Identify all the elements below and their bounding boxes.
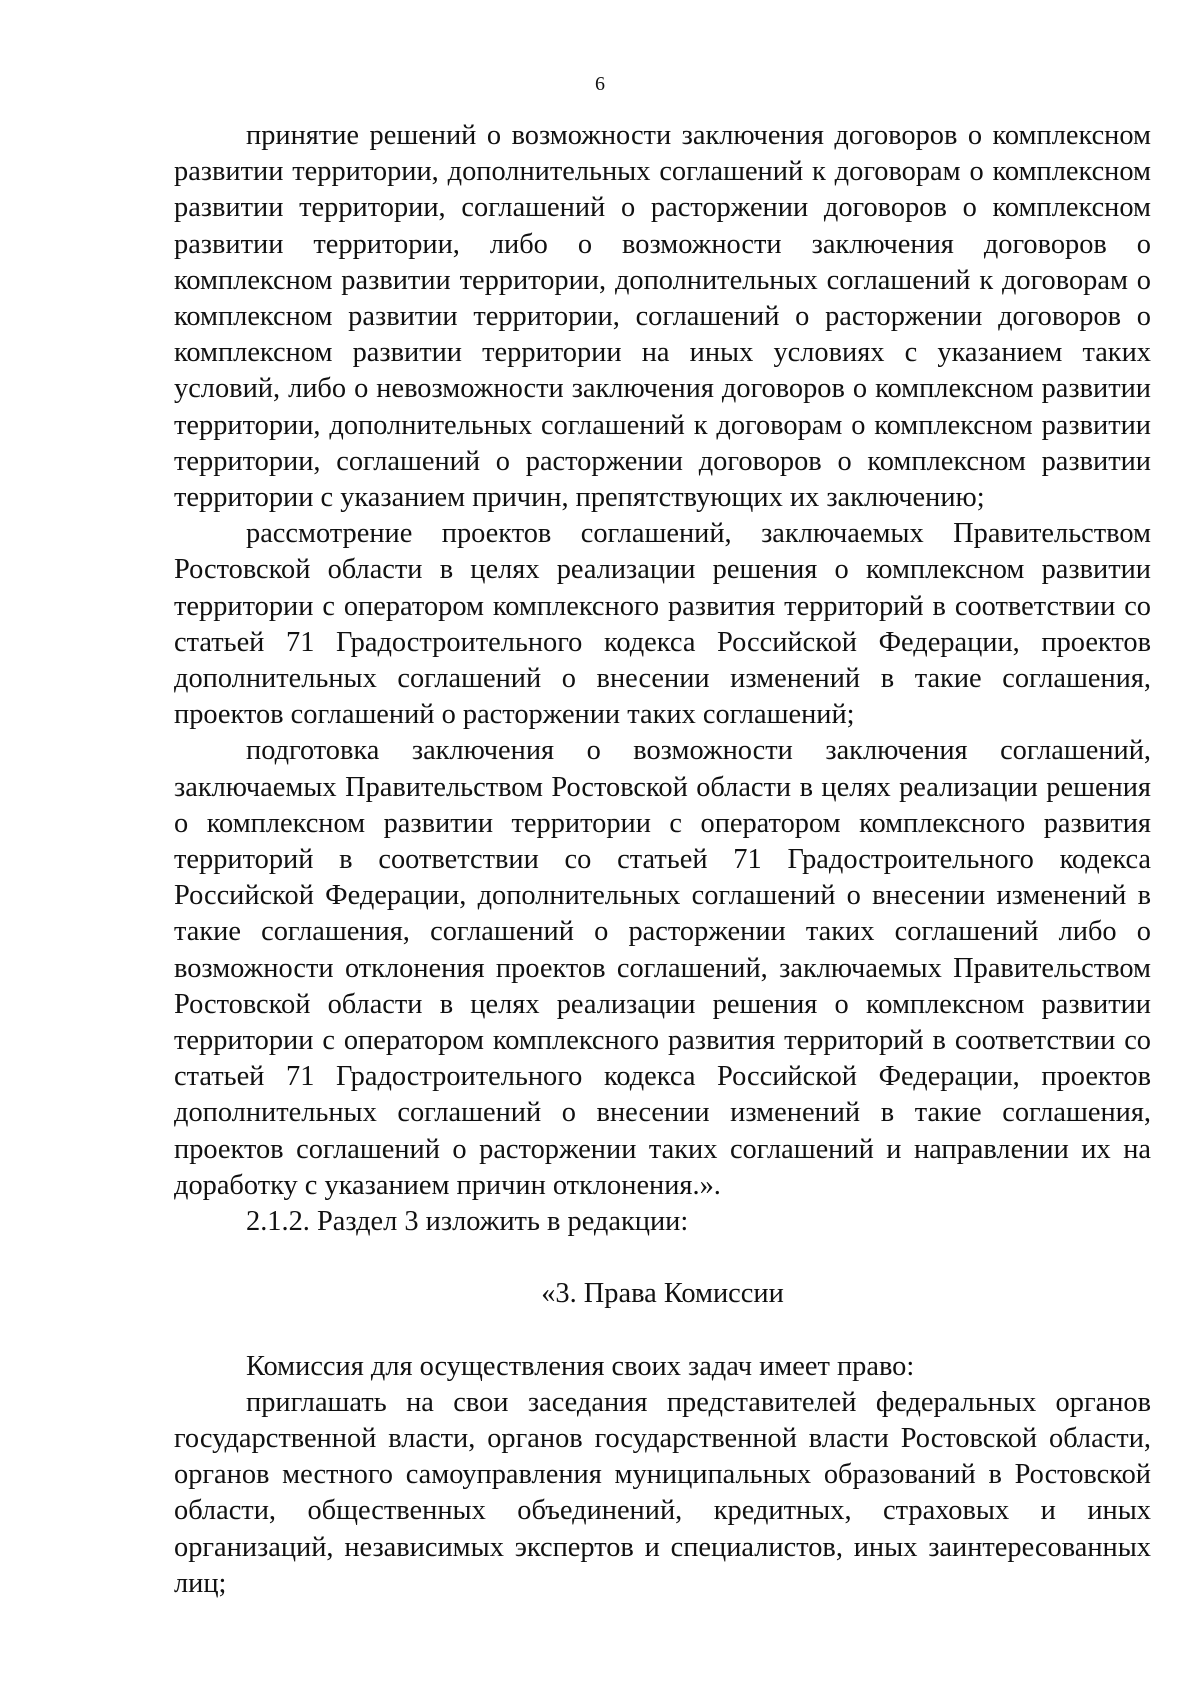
paragraph-review-projects: рассмотрение проектов соглашений, заключаемых Правительством Ростовской области в целях реализации решения о комплексном развитии территории с оператором комплексного развития территорий в соответствии со статьей 71 Градостроительного кодекса Российской Федерации, проектов дополнительных соглашений о внесении изменений в такие соглашения, проектов соглашений о расторжении таких соглашений; bbox=[174, 518, 1151, 731]
document-body bbox=[174, 118, 1151, 1602]
paragraph-decision-making: принятие решений о возможности заключения договоров о комплексном развитии территории, дополнительных соглашений к договорам о комплексном развитии территории, соглашений о расторжении договоров о комплексном развитии территории, либо о возможности заключения договоров о комплексном развитии территории, дополнительных соглашений к договорам о комплексном развитии территории, соглашений о расторжении договоров о комплексном развитии территории на иных условиях с указанием таких условий, либо о невозможности заключения договоров о комплексном развитии территории, дополнительных соглашений к договорам о комплексном развитии территории, соглашений о расторжении договоров о комплексном развитии территории с указанием причин, препятствующих их заключению; bbox=[174, 120, 1151, 514]
section-heading: «3. Права Комиссии bbox=[541, 1278, 784, 1310]
paragraph-commission-rights-intro: Комиссия для осуществления своих задач имеет право: bbox=[246, 1350, 915, 1382]
paragraph-invite-representatives: приглашать на свои заседания представителей федеральных органов государственной власти, органов государственной власти Ростовской области, органов местного самоуправления муниципальных образований в Ростовской области, общественных объединений, кредитных, страховых и иных организаций, независимых экспертов и специалистов, иных заинтересованных лиц; bbox=[174, 1386, 1151, 1599]
page-number: 6 bbox=[595, 73, 605, 95]
paragraph-amendment-clause: 2.1.2. Раздел 3 изложить в редакции: bbox=[246, 1206, 689, 1238]
paragraph-prepare-conclusion: подготовка заключения о возможности заключения соглашений, заключаемых Правительством Ростовской области в целях реализации решения о комплексном развитии территории с оператором комплексного развития территорий в соответствии со статьей 71 Градостроительного кодекса Российской Федерации, дополнительных соглашений о внесении изменений в такие соглашения, соглашений о расторжении таких соглашений либо о возможности отклонения проектов соглашений, заключаемых Правительством Ростовской области в целях реализации решения о комплексном развитии территории с оператором комплексного развития территорий в соответствии со статьей 71 Градостроительного кодекса Российской Федерации, проектов дополнительных соглашений о внесении изменений в такие соглашения, проектов соглашений о расторжении таких соглашений и направлении их на доработку с указанием причин отклонения.». bbox=[174, 735, 1151, 1201]
